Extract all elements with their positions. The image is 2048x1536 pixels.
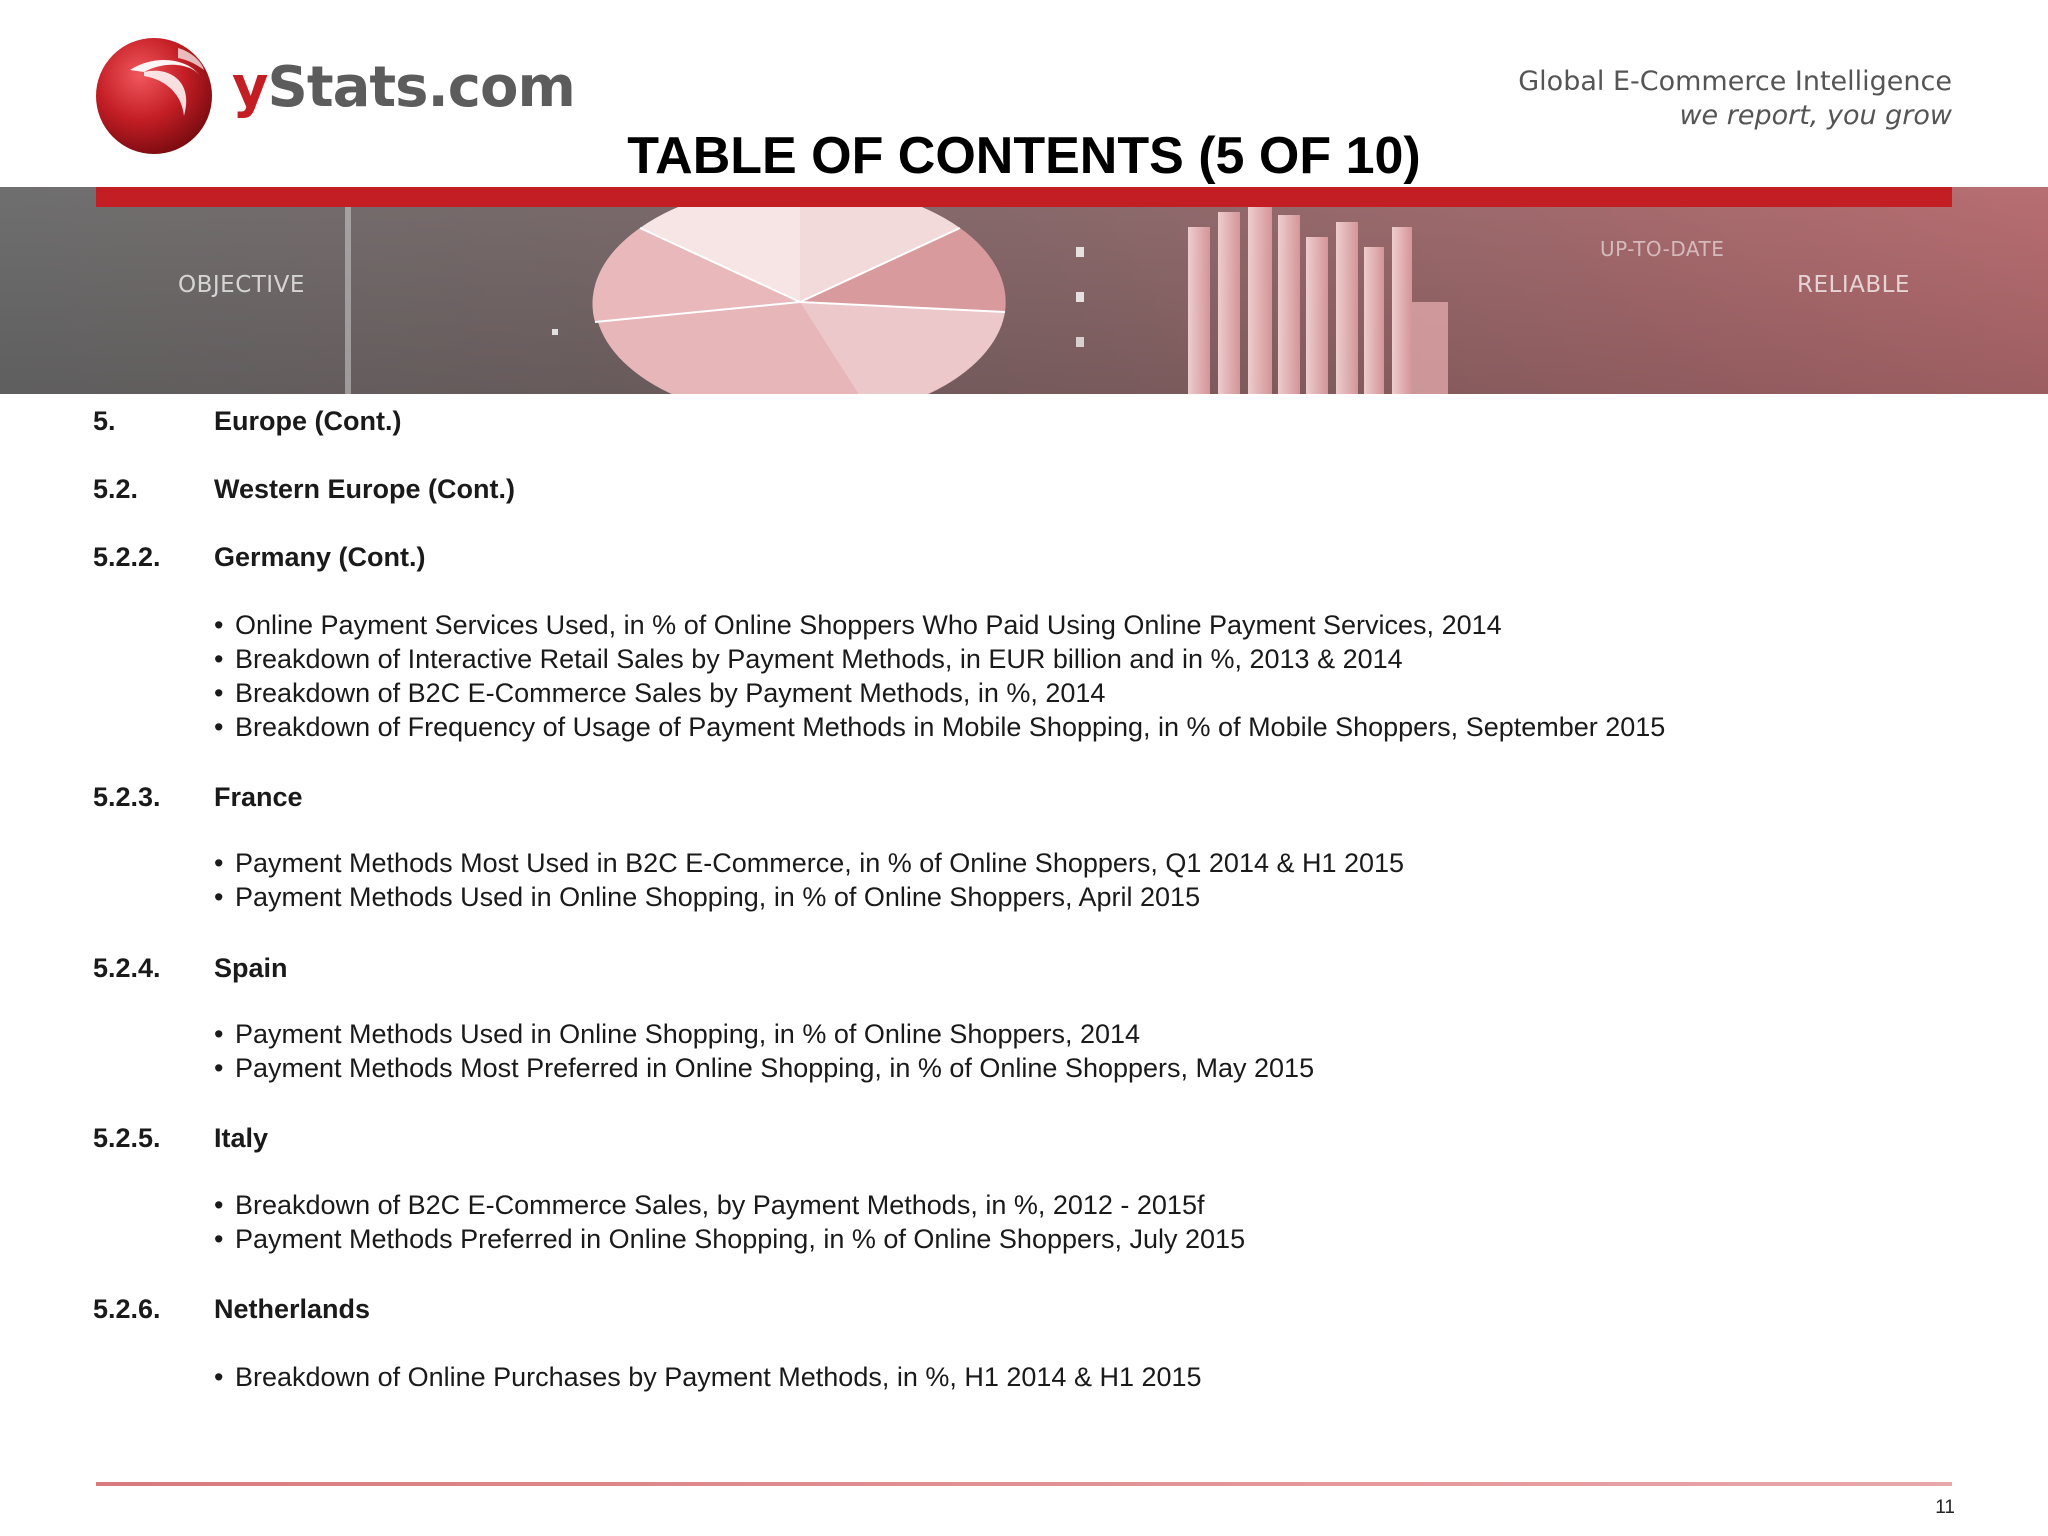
bullet-icon: • (214, 848, 224, 878)
section-title: France (214, 782, 303, 812)
item-text: Breakdown of B2C E-Commerce Sales, by Payment Methods, in %, 2012 - 2015f (235, 1190, 1205, 1220)
toc-item[interactable] (214, 1222, 1974, 1256)
toc-item[interactable] (214, 1017, 1974, 1051)
tagline (1518, 66, 1952, 133)
logo-rest: Stats.com (267, 55, 575, 120)
section-number: 5.2.3. (93, 782, 161, 812)
section-number: 5. (93, 406, 116, 436)
toc-section-5-2-3[interactable] (93, 780, 1973, 814)
tagline-sub: we report, you grow (1679, 100, 1952, 132)
logo-wordmark (232, 55, 575, 120)
item-text: Breakdown of Interactive Retail Sales by Payment Methods, in EUR billion and in %, 2013 & 2014 (235, 644, 1403, 674)
bullet-icon: • (214, 1362, 224, 1392)
section-number: 5.2.2. (93, 542, 161, 572)
page-title: TABLE OF CONTENTS (5 OF 10) (627, 127, 1421, 185)
bullet-icon: • (214, 644, 224, 674)
logo-letter-y: y (232, 55, 268, 120)
section-title: Netherlands (214, 1294, 371, 1324)
section-number: 5.2. (93, 474, 139, 504)
toc-item[interactable] (214, 710, 1974, 744)
banner-word-objective: OBJECTIVE (178, 272, 305, 298)
section-title: Italy (214, 1123, 269, 1153)
section-title: Spain (214, 953, 288, 983)
banner-word-reliable: RELIABLE (1797, 272, 1910, 298)
toc-section-5-2-5[interactable] (93, 1121, 1973, 1155)
item-text: Payment Methods Used in Online Shopping, in % of Online Shoppers, April 2015 (235, 882, 1201, 912)
item-text: Breakdown of B2C E-Commerce Sales by Payment Methods, in %, 2014 (235, 678, 1106, 708)
item-text: Payment Methods Preferred in Online Shopping, in % of Online Shoppers, July 2015 (235, 1224, 1246, 1254)
toc-section-5[interactable] (93, 404, 1973, 438)
section-title: Western Europe (Cont.) (214, 474, 516, 504)
toc-section-5-2[interactable] (93, 472, 1973, 506)
item-text: Online Payment Services Used, in % of Online Shoppers Who Paid Using Online Payment Services, 2014 (235, 610, 1502, 640)
section-title: Europe (Cont.) (214, 406, 402, 436)
item-text: Breakdown of Online Purchases by Payment Methods, in %, H1 2014 & H1 2015 (235, 1362, 1202, 1392)
toc-section-5-2-6[interactable] (93, 1292, 1973, 1326)
toc-item[interactable] (214, 676, 1974, 710)
bullet-icon: • (214, 882, 224, 912)
toc-section-5-2-4[interactable] (93, 951, 1973, 985)
banner-word-up-to-date: UP-TO-DATE (1600, 237, 1725, 261)
banner-chart-graphic (0, 187, 2048, 394)
section-number: 5.2.6. (93, 1294, 161, 1324)
toc-item[interactable] (214, 608, 1974, 642)
tagline-main: Global E-Commerce Intelligence (1518, 66, 1952, 97)
toc-section-5-2-2[interactable] (93, 540, 1973, 574)
bullet-icon: • (214, 678, 224, 708)
header-banner (0, 187, 2048, 394)
toc-item[interactable] (214, 846, 1974, 880)
section-number: 5.2.5. (93, 1123, 161, 1153)
footer-divider (96, 1482, 1952, 1486)
item-text: Payment Methods Most Used in B2C E-Commerce, in % of Online Shoppers, Q1 2014 & H1 2015 (235, 848, 1405, 878)
toc-item[interactable] (214, 880, 1974, 914)
toc-item[interactable] (214, 1051, 1974, 1085)
section-items-5-2-4 (214, 1017, 1974, 1085)
section-title: Germany (Cont.) (214, 542, 426, 572)
toc-item[interactable] (214, 1360, 1974, 1394)
bullet-icon: • (214, 1190, 224, 1220)
section-items-5-2-5 (214, 1188, 1974, 1256)
bullet-icon: • (214, 1019, 224, 1049)
section-items-5-2-6 (214, 1360, 1974, 1394)
section-number: 5.2.4. (93, 953, 161, 983)
page-number: 11 (1935, 1497, 1955, 1518)
section-items-5-2-2 (214, 608, 1974, 744)
bullet-icon: • (214, 1053, 224, 1083)
toc-item[interactable] (214, 1188, 1974, 1222)
item-text: Payment Methods Most Preferred in Online Shopping, in % of Online Shoppers, May 2015 (235, 1053, 1315, 1083)
section-items-5-2-3 (214, 846, 1974, 914)
item-text: Breakdown of Frequency of Usage of Payment Methods in Mobile Shopping, in % of Mobile Shoppers, September 2015 (235, 712, 1666, 742)
header-red-bar (96, 187, 1952, 207)
bullet-icon: • (214, 610, 224, 640)
bullet-icon: • (214, 1224, 224, 1254)
bullet-icon: • (214, 712, 224, 742)
toc-item[interactable] (214, 642, 1974, 676)
item-text: Payment Methods Used in Online Shopping, in % of Online Shoppers, 2014 (235, 1019, 1141, 1049)
